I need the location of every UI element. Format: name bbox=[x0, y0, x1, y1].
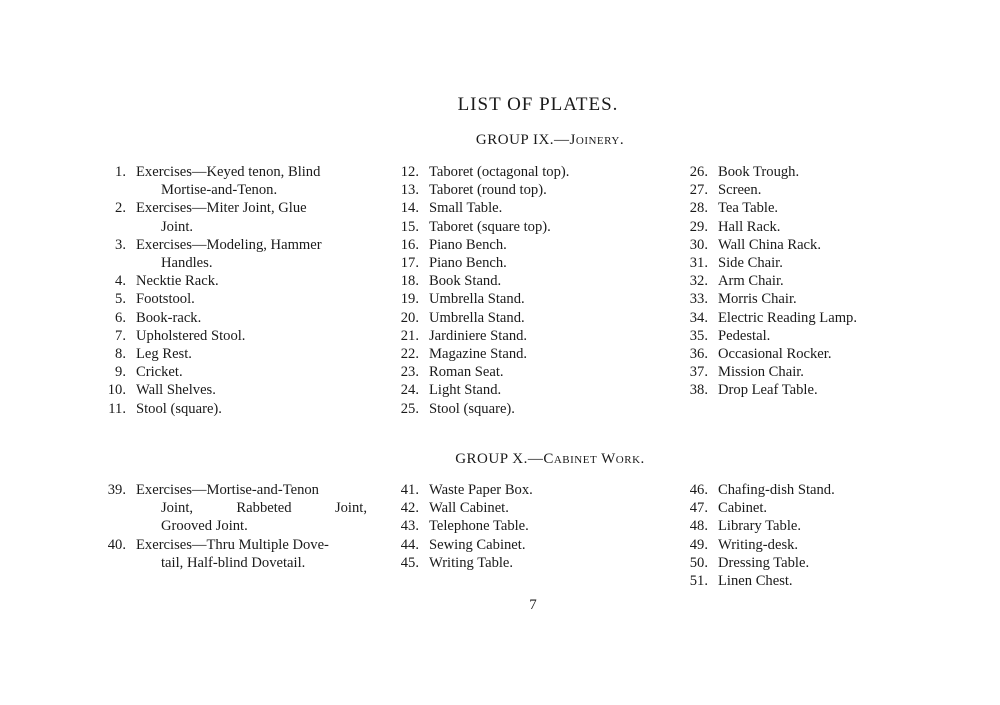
plate-item bbox=[397, 218, 637, 236]
plate-number: 35. bbox=[689, 327, 708, 344]
plate-title: Hall Rack. bbox=[718, 218, 781, 235]
plate-item bbox=[104, 400, 367, 418]
plate-number: 51. bbox=[689, 573, 708, 590]
plate-number: 2. bbox=[115, 200, 126, 217]
plate-number: 3. bbox=[115, 236, 126, 253]
plate-item bbox=[686, 381, 906, 399]
plate-number: 28. bbox=[689, 200, 708, 217]
page-title: LIST OF PLATES. bbox=[457, 94, 619, 115]
plate-title: Taboret (square top). bbox=[429, 218, 551, 235]
plate-number: 15. bbox=[400, 218, 419, 235]
plate-title: Wall China Rack. bbox=[718, 236, 821, 253]
plate-title: Linen Chest. bbox=[718, 573, 793, 590]
plate-item bbox=[104, 290, 367, 308]
plate-number: 50. bbox=[689, 554, 708, 571]
plate-item bbox=[104, 345, 367, 363]
plate-title: Footstool. bbox=[136, 291, 195, 308]
plate-title: Book-rack. bbox=[136, 309, 202, 326]
plate-title: Magazine Stand. bbox=[429, 346, 528, 363]
plate-title: Screen. bbox=[718, 182, 762, 199]
plate-title: Cricket. bbox=[136, 364, 183, 381]
plate-item bbox=[686, 363, 906, 381]
plate-number: 21. bbox=[400, 327, 419, 344]
plate-item bbox=[104, 536, 367, 572]
plate-item bbox=[686, 536, 906, 554]
plate-title: Book Trough. bbox=[718, 164, 800, 180]
plate-number: 27. bbox=[689, 182, 708, 199]
plate-number: 47. bbox=[689, 500, 708, 517]
plate-title: Exercises—Keyed tenon, Blind bbox=[136, 164, 321, 180]
plate-item bbox=[686, 272, 906, 290]
plate-number: 24. bbox=[400, 382, 419, 399]
plate-item bbox=[397, 554, 637, 572]
plate-title: Telephone Table. bbox=[429, 518, 529, 535]
plate-item bbox=[686, 517, 906, 535]
plate-title: Roman Seat. bbox=[429, 364, 504, 381]
plate-number: 49. bbox=[689, 536, 708, 553]
plate-number: 31. bbox=[689, 255, 708, 272]
plate-number: 7. bbox=[115, 327, 126, 344]
plate-title: Side Chair. bbox=[718, 255, 783, 272]
plate-number: 41. bbox=[400, 482, 419, 498]
plate-item bbox=[397, 517, 637, 535]
plate-list-column bbox=[397, 481, 637, 572]
plate-title: Stool (square). bbox=[136, 400, 222, 417]
plate-number: 4. bbox=[115, 273, 126, 290]
plate-number: 19. bbox=[400, 291, 419, 308]
plate-item bbox=[104, 363, 367, 381]
plate-title: Light Stand. bbox=[429, 382, 502, 399]
plate-title: Leg Rest. bbox=[136, 346, 192, 363]
plate-item bbox=[686, 199, 906, 217]
plate-title: Pedestal. bbox=[718, 327, 771, 344]
plate-title: Umbrella Stand. bbox=[429, 291, 525, 308]
plate-title-continuation: Mortise-and-Tenon. bbox=[161, 182, 278, 199]
plate-list-column bbox=[686, 163, 906, 400]
plate-number: 33. bbox=[689, 291, 708, 308]
plate-item bbox=[686, 181, 906, 199]
plate-number: 23. bbox=[400, 364, 419, 381]
plate-item bbox=[104, 272, 367, 290]
plate-number: 36. bbox=[689, 346, 708, 363]
plate-item bbox=[686, 481, 906, 499]
plate-number: 6. bbox=[115, 309, 126, 326]
plate-number: 17. bbox=[400, 255, 419, 272]
plate-item bbox=[397, 400, 637, 418]
plate-title: Stool (square). bbox=[429, 400, 515, 417]
plate-title: Jardiniere Stand. bbox=[429, 327, 528, 344]
plate-list-column bbox=[104, 163, 367, 418]
plate-list-column bbox=[104, 481, 367, 572]
plate-item bbox=[397, 290, 637, 308]
plate-number: 39. bbox=[107, 482, 126, 498]
plate-number: 30. bbox=[689, 236, 708, 253]
plate-number: 5. bbox=[115, 291, 126, 308]
plate-item bbox=[686, 554, 906, 572]
plate-number: 44. bbox=[400, 536, 419, 553]
group-label: GROUP IX.— bbox=[475, 132, 570, 148]
page-number: 7 bbox=[529, 597, 537, 613]
plate-item bbox=[104, 481, 367, 536]
plate-item bbox=[104, 236, 367, 272]
plate-title-continuation: Joint, Rabbeted Joint, bbox=[161, 500, 367, 517]
plate-number: 22. bbox=[400, 346, 419, 363]
plate-number: 42. bbox=[400, 500, 419, 517]
plate-title-continuation: tail, Half-blind Dovetail. bbox=[161, 554, 306, 571]
plate-item bbox=[104, 327, 367, 345]
plate-title: Chafing-dish Stand. bbox=[718, 482, 835, 498]
plate-list-column bbox=[686, 481, 906, 590]
plate-number: 38. bbox=[689, 382, 708, 399]
plate-number: 14. bbox=[400, 200, 419, 217]
plate-number: 12. bbox=[400, 164, 419, 180]
plate-item bbox=[686, 290, 906, 308]
plate-title: Writing Table. bbox=[429, 554, 514, 571]
plate-title: Waste Paper Box. bbox=[429, 482, 533, 498]
plate-item bbox=[397, 199, 637, 217]
plate-title: Occasional Rocker. bbox=[718, 346, 832, 363]
plate-number: 20. bbox=[400, 309, 419, 326]
plate-number: 32. bbox=[689, 273, 708, 290]
plate-title-continuation: Joint. bbox=[161, 218, 194, 235]
plate-item bbox=[397, 236, 637, 254]
plate-item bbox=[397, 345, 637, 363]
group-heading-joinery bbox=[0, 132, 1000, 149]
plate-item bbox=[686, 345, 906, 363]
plate-title: Umbrella Stand. bbox=[429, 309, 525, 326]
plate-title: Book Stand. bbox=[429, 273, 502, 290]
plate-title: Upholstered Stool. bbox=[136, 327, 246, 344]
plate-title: Taboret (round top). bbox=[429, 182, 547, 199]
plate-number: 45. bbox=[400, 554, 419, 571]
plate-title: Mission Chair. bbox=[718, 364, 804, 381]
plate-number: 16. bbox=[400, 236, 419, 253]
plate-title: Wall Cabinet. bbox=[429, 500, 509, 517]
plate-item bbox=[686, 327, 906, 345]
plate-title: Electric Reading Lamp. bbox=[718, 309, 857, 326]
plate-title-continuation: Handles. bbox=[161, 255, 213, 272]
plate-number: 10. bbox=[107, 382, 126, 399]
plate-number: 8. bbox=[115, 346, 126, 363]
plate-item bbox=[686, 572, 906, 590]
plate-number: 43. bbox=[400, 518, 419, 535]
plate-item bbox=[397, 309, 637, 327]
plate-title: Library Table. bbox=[718, 518, 801, 535]
plate-item bbox=[397, 481, 637, 499]
plate-title: Morris Chair. bbox=[718, 291, 797, 308]
plate-item bbox=[686, 218, 906, 236]
plate-title: Small Table. bbox=[429, 200, 503, 217]
plate-number: 37. bbox=[689, 364, 708, 381]
plate-item bbox=[397, 272, 637, 290]
plate-title: Exercises—Thru Multiple Dove- bbox=[136, 536, 329, 553]
plate-item bbox=[397, 254, 637, 272]
plate-item bbox=[104, 381, 367, 399]
plate-title: Exercises—Mortise-and-Tenon bbox=[136, 482, 319, 498]
plate-title: Piano Bench. bbox=[429, 255, 507, 272]
plate-number: 26. bbox=[689, 164, 708, 180]
plate-item bbox=[104, 199, 367, 235]
plate-item bbox=[397, 181, 637, 199]
plate-title: Exercises—Miter Joint, Glue bbox=[136, 200, 307, 217]
plate-item bbox=[686, 236, 906, 254]
plate-number: 48. bbox=[689, 518, 708, 535]
plate-title: Necktie Rack. bbox=[136, 273, 219, 290]
plate-number: 34. bbox=[689, 309, 708, 326]
plate-title: Writing-desk. bbox=[718, 536, 799, 553]
plate-item bbox=[104, 163, 367, 199]
plate-title: Dressing Table. bbox=[718, 554, 810, 571]
plate-number: 40. bbox=[107, 536, 126, 553]
plate-item bbox=[397, 499, 637, 517]
plate-title: Taboret (octagonal top). bbox=[429, 164, 570, 180]
group-heading-cabinet-work bbox=[0, 451, 1000, 468]
plate-title: Cabinet. bbox=[718, 500, 768, 517]
plate-number: 25. bbox=[400, 400, 419, 417]
plate-list-column bbox=[397, 163, 637, 418]
plate-item bbox=[397, 381, 637, 399]
plate-item bbox=[397, 536, 637, 554]
plate-item bbox=[397, 327, 637, 345]
plate-item bbox=[397, 163, 637, 181]
plate-title-continuation: Grooved Joint. bbox=[161, 518, 248, 535]
plate-title: Arm Chair. bbox=[718, 273, 784, 290]
group-name: Joinery. bbox=[569, 132, 625, 148]
plate-number: 46. bbox=[689, 482, 708, 498]
plate-item bbox=[686, 163, 906, 181]
plate-number: 18. bbox=[400, 273, 419, 290]
plate-number: 9. bbox=[115, 364, 126, 381]
plate-title: Drop Leaf Table. bbox=[718, 382, 818, 399]
plate-number: 11. bbox=[108, 400, 126, 417]
plate-title: Sewing Cabinet. bbox=[429, 536, 526, 553]
plate-title: Exercises—Modeling, Hammer bbox=[136, 236, 322, 253]
plate-title: Tea Table. bbox=[718, 200, 779, 217]
plate-item bbox=[686, 254, 906, 272]
plate-number: 29. bbox=[689, 218, 708, 235]
group-label: GROUP X.— bbox=[455, 451, 544, 467]
plate-number: 13. bbox=[400, 182, 419, 199]
plate-title: Piano Bench. bbox=[429, 236, 507, 253]
plate-number: 1. bbox=[115, 164, 126, 180]
plate-item bbox=[104, 309, 367, 327]
plate-item bbox=[686, 499, 906, 517]
plate-item bbox=[686, 309, 906, 327]
group-name: Cabinet Work. bbox=[543, 451, 645, 467]
plate-item bbox=[397, 363, 637, 381]
plate-title: Wall Shelves. bbox=[136, 382, 216, 399]
